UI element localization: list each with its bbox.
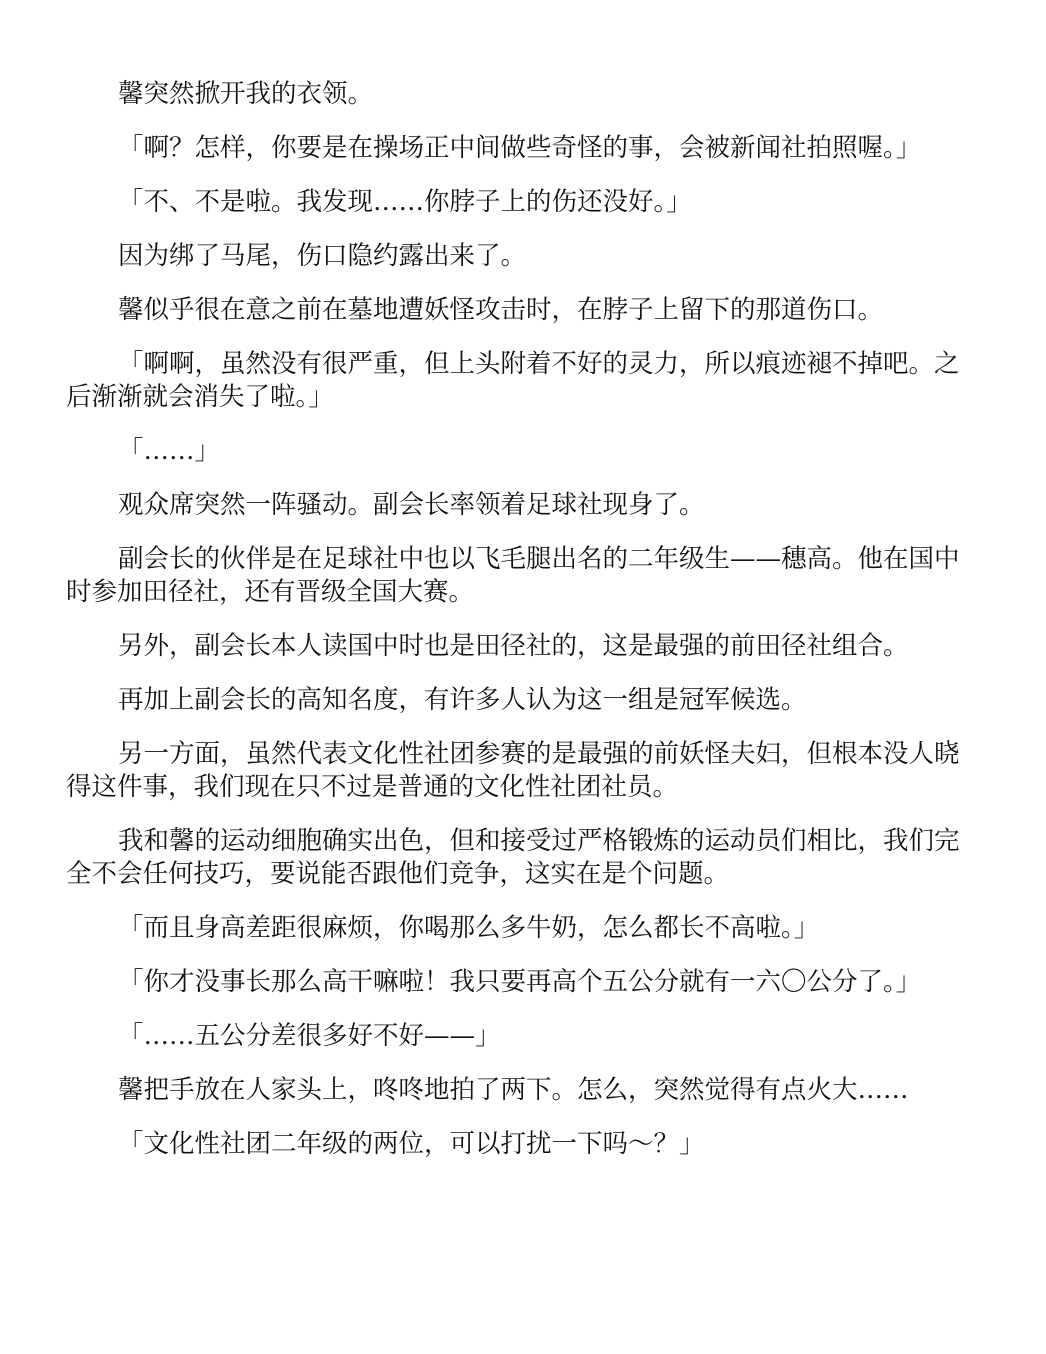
paragraph: 馨把手放在人家头上，咚咚地拍了两下。怎么，突然觉得有点火大…… xyxy=(118,1075,909,1105)
paragraph: 「……」 xyxy=(118,436,221,466)
paragraph: 「……五公分差很多好不好——」 xyxy=(118,1021,501,1051)
paragraph: 「啊？怎样，你要是在操场正中间做些奇怪的事，会被新闻社拍照喔。」 xyxy=(118,133,922,163)
paragraph: 「你才没事长那么高干嘛啦！我只要再高个五公分就有一六〇公分了。」 xyxy=(118,967,922,997)
paragraph: 馨突然掀开我的衣领。 xyxy=(118,79,374,109)
document-page xyxy=(66,78,980,1182)
paragraph: 观众席突然一阵骚动。副会长率领着足球社现身了。 xyxy=(118,490,705,520)
paragraph: 因为绑了马尾，伤口隐约露出来了。 xyxy=(118,241,527,271)
paragraph: 另一方面，虽然代表文化性社团参赛的是最强的前妖怪夫妇，但根本没人晓得这件事，我们现在只不过是普通的文化性社团社员。 xyxy=(66,739,960,802)
paragraph: 「啊啊，虽然没有很严重，但上头附着不好的灵力，所以痕迹褪不掉吧。之后渐渐就会消失了啦。」 xyxy=(66,349,960,412)
paragraph: 「文化性社团二年级的两位，可以打扰一下吗～？」 xyxy=(118,1129,705,1159)
paragraph: 副会长的伙伴是在足球社中也以飞毛腿出名的二年级生——穗高。他在国中时参加田径社，还有晋级全国大赛。 xyxy=(66,544,960,607)
paragraph: 馨似乎很在意之前在墓地遭妖怪攻击时，在脖子上留下的那道伤口。 xyxy=(118,295,884,325)
paragraph: 「而且身高差距很麻烦，你喝那么多牛奶，怎么都长不高啦。」 xyxy=(118,913,820,943)
paragraph: 再加上副会长的高知名度，有许多人认为这一组是冠军候选。 xyxy=(118,685,807,715)
paragraph: 「不、不是啦。我发现……你脖子上的伤还没好。」 xyxy=(118,187,692,217)
paragraph: 另外，副会长本人读国中时也是田径社的，这是最强的前田径社组合。 xyxy=(118,631,909,661)
paragraph: 我和馨的运动细胞确实出色，但和接受过严格锻炼的运动员们相比，我们完全不会任何技巧，要说能否跟他们竞争，这实在是个问题。 xyxy=(66,826,960,889)
